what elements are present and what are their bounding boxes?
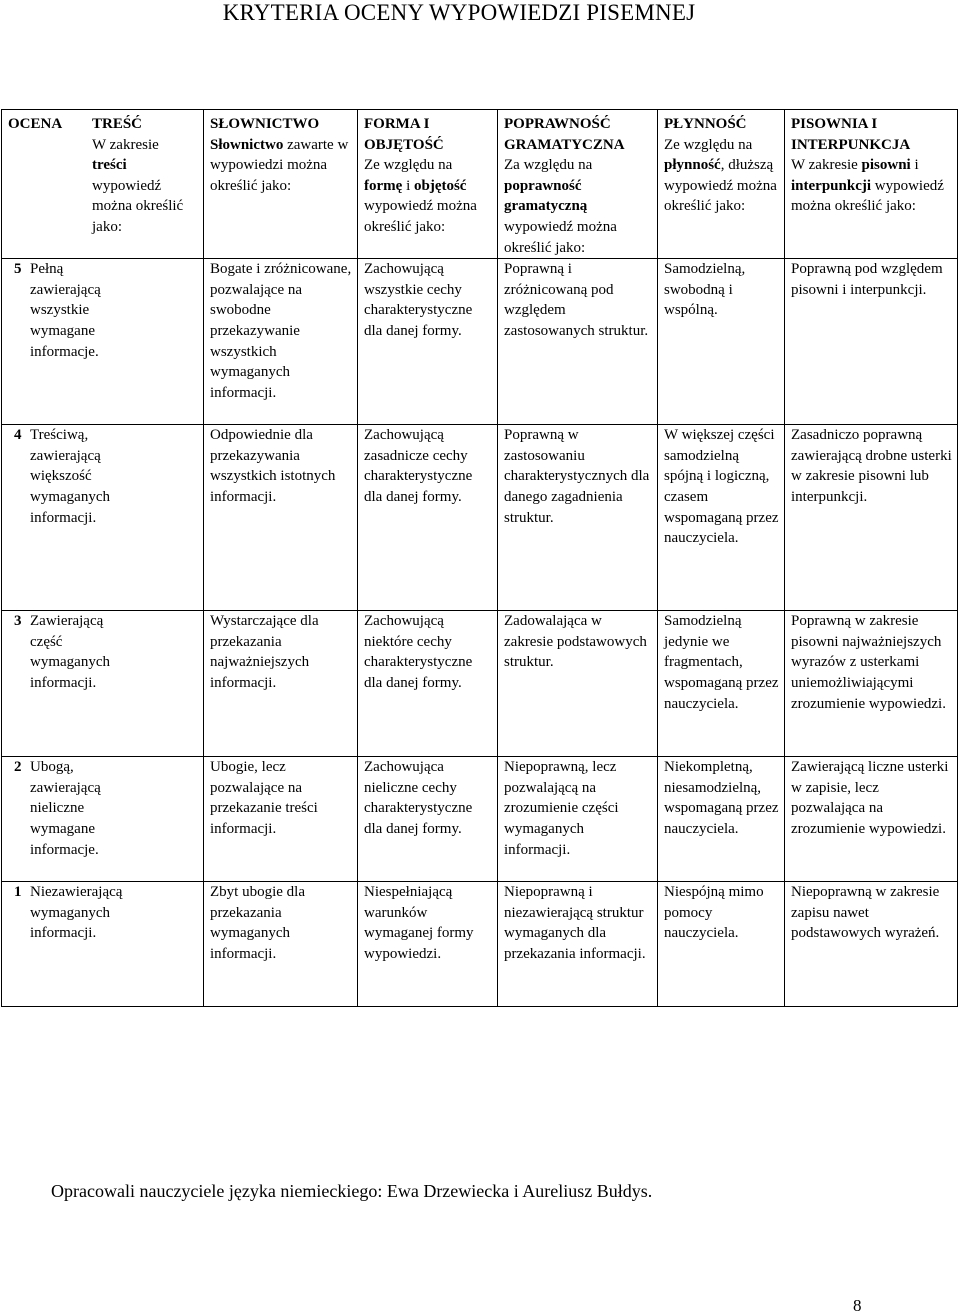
poprawnosc-cell: Poprawną i zróżnicowaną pod względem zastosowanych struktur. <box>498 259 658 425</box>
pisownia-cell: Zawierającą liczne usterki w zapisie, lecz pozwalająca na zrozumienie wypowiedzi. <box>785 757 958 882</box>
pisownia-cell: Zasadniczo poprawną zawierającą drobne usterki w zakresie pisowni lub interpunkcji. <box>785 425 958 611</box>
header-tresc-bold: treści <box>92 157 127 174</box>
poprawnosc-cell: Niepoprawną i niezawierającą struktur wymaganych dla przekazania informacji. <box>498 882 658 1007</box>
header-plynnosc-title: PŁYNNOŚĆ <box>664 116 747 132</box>
header-pisownia-pre: W zakresie <box>791 157 858 174</box>
header-poprawnosc-post: wypowiedź można określić jako: <box>504 218 617 256</box>
header-plynnosc <box>658 110 785 259</box>
pisownia-cell: Niepoprawną w zakresie zapisu nawet podstawowych wyrażeń. <box>785 882 958 1007</box>
forma-cell: Zachowującą wszystkie cechy charakterystyczne dla danej formy. <box>358 259 498 425</box>
slownictwo-cell: Odpowiednie dla przekazywania wszystkich istotnych informacji. <box>204 425 358 611</box>
table-row <box>2 757 958 882</box>
table-row <box>2 259 958 425</box>
poprawnosc-cell: Zadowalająca w zakresie podstawowych struktur. <box>498 611 658 757</box>
header-tresc-pre: W zakresie <box>92 136 159 153</box>
header-row <box>2 110 958 259</box>
header-pisownia-mid: i <box>914 157 919 174</box>
header-forma-mid: i <box>406 177 411 194</box>
plynnosc-cell: Samodzielną jedynie we fragmentach, wspomaganą przez nauczyciela. <box>658 611 785 757</box>
pisownia-cell: Poprawną w zakresie pisowni najważniejszych wyrazów z usterkami uniemożliwiającymi zrozumienie wypowiedzi. <box>785 611 958 757</box>
grade-value: 2 <box>14 759 22 776</box>
header-tresc <box>92 114 192 238</box>
header-pisownia-bold1: pisowni <box>861 157 911 174</box>
forma-cell: Zachowująca nieliczne cechy charakterystyczne dla danej formy. <box>358 757 498 882</box>
slownictwo-cell: Bogate i zróżnicowane, pozwalające na swobodne przekazywanie wszystkich wymaganych informacji. <box>204 259 358 425</box>
header-poprawnosc <box>498 110 658 259</box>
page-number: 8 <box>853 1296 862 1315</box>
header-slownictwo-bold: Słownictwo <box>210 136 284 153</box>
tresc-cell: Pełną zawierającą wszystkie wymagane informacje. <box>30 261 101 360</box>
header-plynnosc-pre: Ze względu na <box>664 136 753 153</box>
grade-value: 3 <box>14 613 22 630</box>
header-poprawnosc-title: POPRAWNOŚĆ GRAMATYCZNA <box>504 116 625 153</box>
grade-value: 1 <box>14 884 22 901</box>
criteria-table <box>1 109 958 1007</box>
forma-cell: Zachowującą niektóre cechy charakterystyczne dla danej formy. <box>358 611 498 757</box>
tresc-cell: Treściwą, zawierającą większość wymaganych informacji. <box>30 427 110 526</box>
header-slownictwo-post: zawarte w wypowiedzi można określić jako: <box>210 136 349 194</box>
header-forma-post: wypowiedź można określić jako: <box>364 198 477 235</box>
header-pisownia-bold2: interpunkcji <box>791 177 872 194</box>
header-poprawnosc-bold: poprawność gramatyczną <box>504 177 588 215</box>
header-plynnosc-post: , dłuższą wypowiedź można określić jako: <box>664 157 777 215</box>
header-forma-pre: Ze względu na <box>364 157 453 174</box>
slownictwo-cell: Ubogie, lecz pozwalające na przekazanie treści informacji. <box>204 757 358 882</box>
grade-value: 4 <box>14 427 22 444</box>
header-pisownia-post: wypowiedź można określić jako: <box>791 177 944 215</box>
table-row <box>2 611 958 757</box>
header-forma-title: FORMA I OBJĘTOŚĆ <box>364 116 444 153</box>
header-plynnosc-bold: płynność <box>664 157 721 174</box>
plynnosc-cell: W większej części samodzielną spójną i logiczną, czasem wspomaganą przez nauczyciela. <box>658 425 785 611</box>
table-row <box>2 425 958 611</box>
header-forma <box>358 110 498 259</box>
grade-value: 5 <box>14 261 22 278</box>
tresc-cell: Ubogą, zawierającą nieliczne wymagane informacje. <box>30 759 101 858</box>
forma-cell: Zachowującą zasadnicze cechy charakterystyczne dla danej formy. <box>358 425 498 611</box>
pisownia-cell: Poprawną pod względem pisowni i interpunkcji. <box>785 259 958 425</box>
table-row <box>2 882 958 1007</box>
header-poprawnosc-pre: Za względu na <box>504 157 593 174</box>
header-pisownia-title: PISOWNIA I INTERPUNKCJA <box>791 116 911 153</box>
tresc-cell: Zawierającą część wymaganych informacji. <box>30 613 110 691</box>
header-ocena: OCENA <box>8 116 63 132</box>
header-tresc-title: TREŚĆ <box>92 116 143 132</box>
header-slownictwo-title: SŁOWNICTWO <box>210 116 320 132</box>
poprawnosc-cell: Niepoprawną, lecz pozwalającą na zrozumienie części wymaganych informacji. <box>498 757 658 882</box>
forma-cell: Niespełniającą warunków wymaganej formy wypowiedzi. <box>358 882 498 1007</box>
poprawnosc-cell: Poprawną w zastosowaniu charakterystycznych dla danego zagadnienia struktur. <box>498 425 658 611</box>
slownictwo-cell: Wystarczające dla przekazania najważniejszych informacji. <box>204 611 358 757</box>
tresc-cell: Niezawierającą wymaganych informacji. <box>30 884 123 942</box>
header-forma-bold1: formę <box>364 177 403 194</box>
slownictwo-cell: Zbyt ubogie dla przekazania wymaganych informacji. <box>204 882 358 1007</box>
header-pisownia <box>785 110 958 259</box>
plynnosc-cell: Niekompletną, niesamodzielną, wspomaganą przez nauczyciela. <box>658 757 785 882</box>
header-tresc-post: wypowiedź można określić jako: <box>92 177 184 235</box>
plynnosc-cell: Niespójną mimo pomocy nauczyciela. <box>658 882 785 1007</box>
footer-note: Opracowali nauczyciele języka niemieckiego: Ewa Drzewiecka i Aureliusz Bułdys. <box>51 1181 653 1201</box>
header-forma-bold2: objętość <box>413 177 467 194</box>
plynnosc-cell: Samodzielną, swobodną i wspólną. <box>658 259 785 425</box>
page-title: KRYTERIA OCENY WYPOWIEDZI PISEMNEJ <box>222 0 696 25</box>
header-slownictwo <box>204 110 358 259</box>
